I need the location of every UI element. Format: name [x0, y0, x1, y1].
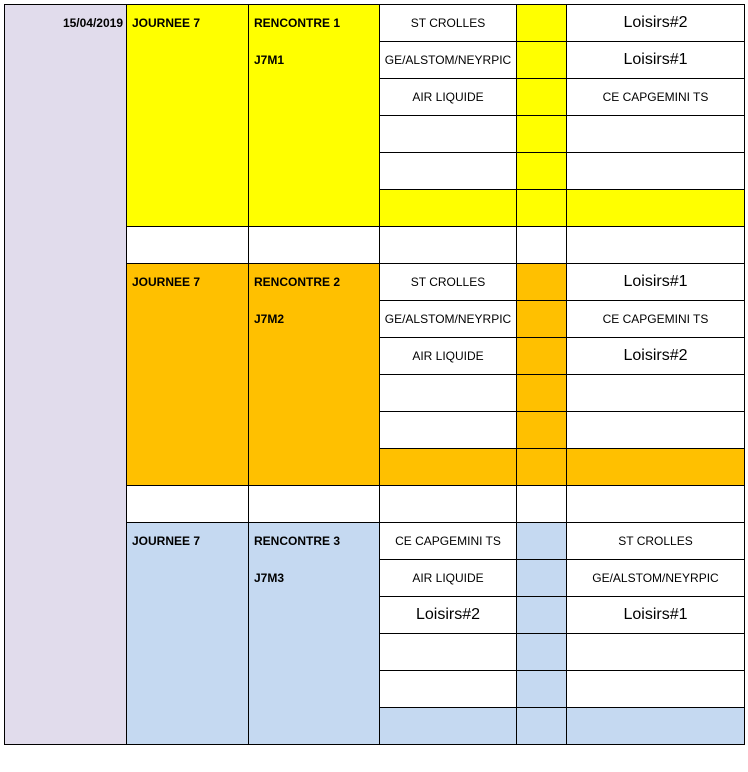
empty-cell [380, 227, 517, 264]
away-team: Loisirs#2 [567, 5, 745, 42]
empty-cell [517, 486, 567, 523]
away-team: CE CAPGEMINI TS [567, 79, 745, 116]
score-cell [517, 42, 567, 79]
score-cell [517, 338, 567, 375]
empty-cell [249, 486, 380, 523]
score-cell [517, 301, 567, 338]
fill-cell [567, 449, 745, 486]
away-team: ST CROLLES [567, 523, 745, 560]
schedule-sheet [4, 4, 745, 745]
score-cell [517, 634, 567, 671]
journee-label-3: JOURNEE 7 [127, 523, 249, 745]
away-team: Loisirs#1 [567, 597, 745, 634]
home-team: AIR LIQUIDE [380, 79, 517, 116]
empty-cell [567, 153, 745, 190]
empty-cell [380, 375, 517, 412]
fill-cell [567, 708, 745, 745]
empty-cell [567, 375, 745, 412]
fill-cell [517, 449, 567, 486]
score-cell [517, 597, 567, 634]
away-team: Loisirs#1 [567, 264, 745, 301]
empty-cell [380, 634, 517, 671]
match-code-1: J7M1 [254, 53, 285, 67]
empty-cell [127, 227, 249, 264]
empty-cell [380, 153, 517, 190]
score-cell [517, 412, 567, 449]
home-team: Loisirs#2 [380, 597, 517, 634]
match-code-2: J7M2 [254, 312, 285, 326]
home-team: ST CROLLES [380, 5, 517, 42]
empty-cell [567, 412, 745, 449]
fill-cell [567, 190, 745, 227]
empty-cell [567, 486, 745, 523]
fill-cell [380, 449, 517, 486]
score-cell [517, 671, 567, 708]
empty-cell [517, 227, 567, 264]
empty-cell [567, 227, 745, 264]
schedule-table [4, 4, 745, 745]
table-row [5, 5, 745, 42]
journee-label-2: JOURNEE 7 [127, 264, 249, 486]
score-cell [517, 116, 567, 153]
fill-cell [380, 708, 517, 745]
rencontre-label-1: RENCONTRE 1 J7M1 [249, 5, 380, 227]
score-cell [517, 5, 567, 42]
date-cell: 15/04/2019 [5, 5, 127, 745]
journee-label-1: JOURNEE 7 [127, 5, 249, 227]
home-team: CE CAPGEMINI TS [380, 523, 517, 560]
home-team: AIR LIQUIDE [380, 560, 517, 597]
empty-cell [380, 116, 517, 153]
home-team: AIR LIQUIDE [380, 338, 517, 375]
empty-cell [380, 486, 517, 523]
empty-cell [249, 227, 380, 264]
away-team: GE/ALSTOM/NEYRPIC [567, 560, 745, 597]
fill-cell [380, 190, 517, 227]
score-cell [517, 375, 567, 412]
match-code-3: J7M3 [254, 571, 285, 585]
home-team: GE/ALSTOM/NEYRPIC [380, 301, 517, 338]
home-team: ST CROLLES [380, 264, 517, 301]
empty-cell [567, 671, 745, 708]
rencontre-label-3: RENCONTRE 3 J7M3 [249, 523, 380, 745]
score-cell [517, 153, 567, 190]
away-team: Loisirs#2 [567, 338, 745, 375]
empty-cell [567, 116, 745, 153]
empty-cell [380, 671, 517, 708]
score-cell [517, 560, 567, 597]
empty-cell [127, 486, 249, 523]
rencontre-label-2: RENCONTRE 2 J7M2 [249, 264, 380, 486]
empty-cell [567, 634, 745, 671]
fill-cell [517, 190, 567, 227]
score-cell [517, 264, 567, 301]
fill-cell [517, 708, 567, 745]
away-team: CE CAPGEMINI TS [567, 301, 745, 338]
home-team: GE/ALSTOM/NEYRPIC [380, 42, 517, 79]
score-cell [517, 79, 567, 116]
away-team: Loisirs#1 [567, 42, 745, 79]
empty-cell [380, 412, 517, 449]
score-cell [517, 523, 567, 560]
